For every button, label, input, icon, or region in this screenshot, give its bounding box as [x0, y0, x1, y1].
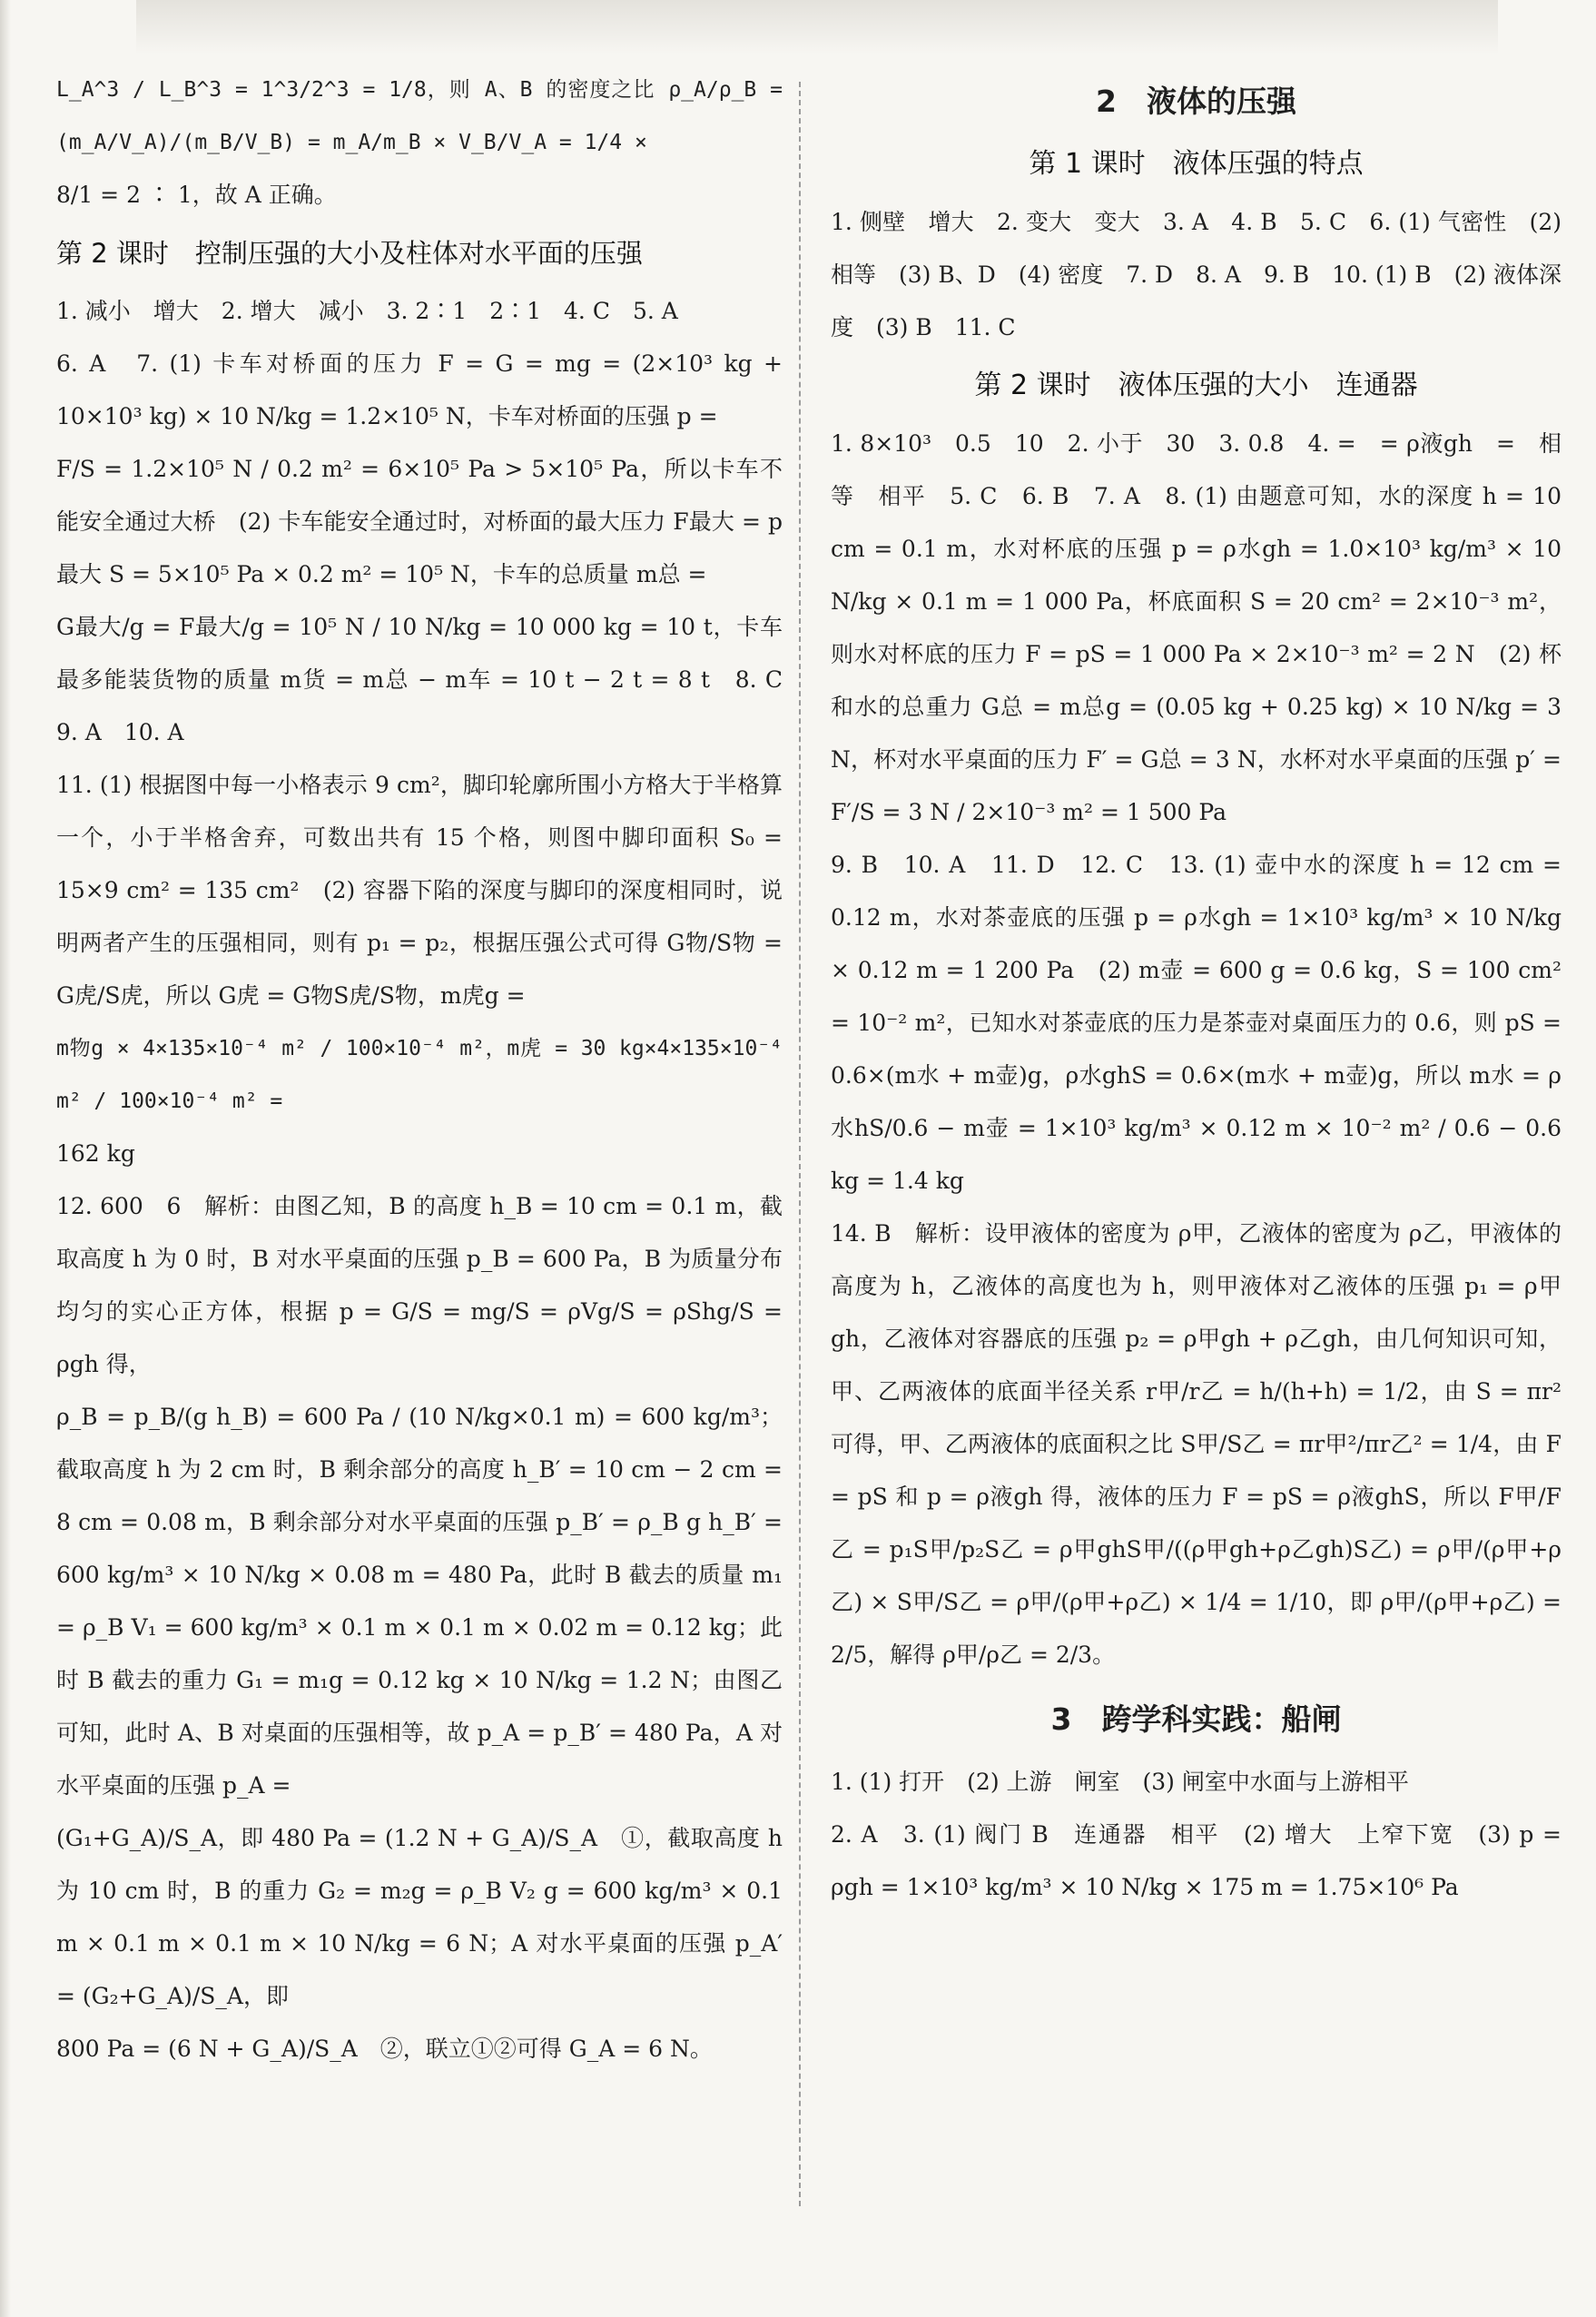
density-ratio-conclusion: 8/1 = 2 ∶ 1，故 A 正确。 [56, 182, 337, 208]
answer-11: 11. (1) 根据图中每一小格表示 9 cm²，脚印轮廓所围小方格大于半格算一个，小于半格舍弃，可数出共有 15 个格，则图中脚印面积 S₀ = 15×9 cm² = 135 cm² (2) 容器下陷的深度与脚印的深度相同时，说明两者产生的压强相同，则有 p₁ = p₂，根据压强公式可得 G物/S物 = G虎/S虎，所以 G虎 = G物S虎/S物，m虎g = [56, 772, 783, 1009]
section-3-answer-1: 1. (1) 打开 (2) 上游 闸室 (3) 闸室中水面与上游相平 [831, 1769, 1409, 1795]
answer-12-part-d: 800 Pa = (6 N + G_A)/S_A ②，联立①②可得 G_A = 6 N。 [56, 2036, 713, 2062]
answer-12-part-b: ρ_B = p_B/(g h_B) = 600 Pa / (10 N/kg×0.1 m) = 600 kg/m³；截取高度 h 为 2 cm 时，B 剩余部分的高度 h_B′ = 10 cm − 2 cm = 8 cm = 0.08 m，B 剩余部分对水平桌面的压强 p_B′ = ρ_B g h_B′ = 600 kg/m³ × 10 N/kg × 0.08 m = 480 Pa，此时 B 截去的质量 m₁ = ρ_B V₁ = 600 kg/m³ × 0.1 m × 0.1 m × 0.02 m = 0.12 kg；此时 B 截去的重力 G₁ = m₁g = 0.12 kg × 10 N/kg = 1.2 N；由图乙可知，此时 A、B 对桌面的压强相等，故 p_A = p_B′ = 480 Pa，A 对水平桌面的压强 p_A = [56, 1404, 783, 1799]
page-left-edge-shadow [0, 0, 11, 2317]
answer-7-part-c: G最大/g = F最大/g = 10⁵ N / 10 N/kg = 10 000 kg = 10 t，卡车最多能装货物的质量 m货 = m总 − m车 = 10 t − 2 t = 8 t 8. C 9. A 10. A [56, 614, 806, 745]
lesson-1-answers: 1. 侧壁 增大 2. 变大 变大 3. A 4. B 5. C 6. (1) 气密性 (2) 相等 (3) B、D (4) 密度 7. D 8. A 9. B 10. (1) B (2) 液体深度 (3) B 11. C [831, 209, 1562, 340]
lesson-2-answers-1-8: 1. 8×10³ 0.5 10 2. 小于 30 3. 0.8 4. = = ρ液gh = 相等 相平 5. C 6. B 7. A 8. (1) 由题意可知，水的深度 h = 10 cm = 0.1 m，水对杯底的压强 p = ρ水gh = 1.0×10³ kg/m³ × 10 N/kg × 0.1 m = 1 000 Pa，杯底面积 S = 20 cm² = 2×10⁻³ m²，则水对杯底的压力 F = pS = 1 000 Pa × 2×10⁻³ m² = 2 N (2) 杯和水的总重力 G总 = m总g = (0.05 kg + 0.25 kg) × 10 N/kg = 3 N，杯对水平桌面的压力 F′ = G总 = 3 N，水杯对水平桌面的压强 p′ = F′/S = 3 N / 2×10⁻³ m² = 1 500 Pa [831, 430, 1562, 825]
section-3-title: 3 跨学科实践：船闸 [1050, 1701, 1342, 1737]
answers-1-5: 1. 减小 增大 2. 增大 减小 3. 2∶1 2∶1 4. C 5. A [56, 298, 678, 324]
answer-12-part-c: (G₁+G_A)/S_A，即 480 Pa = (1.2 N + G_A)/S_A ①，截取高度 h 为 10 cm 时，B 的重力 G₂ = m₂g = ρ_B V₂ g = 600 kg/m³ × 0.1 m × 0.1 m × 0.1 m × 10 N/kg = 6 N；A 对水平桌面的压强 p_A′ = (G₂+G_A)/S_A，即 [56, 1825, 783, 2009]
answer-11-result: 162 kg [56, 1140, 135, 1167]
lesson-2-title-connected-vessels: 第 2 课时 液体压强的大小 连通器 [974, 370, 1418, 401]
section-2-title: 2 液体的压强 [1096, 84, 1296, 119]
lesson-2-title-pressure-control: 第 2 课时 控制压强的大小及柱体对水平面的压强 [56, 238, 643, 269]
answer-11-formula: m物g × 4×135×10⁻⁴ m² / 100×10⁻⁴ m²，m虎 = 30 kg×4×135×10⁻⁴ m² / 100×10⁻⁴ m² = [56, 1037, 783, 1113]
lesson-2-answers-9-13: 9. B 10. A 11. D 12. C 13. (1) 壶中水的深度 h = 12 cm = 0.12 m，水对茶壶底的压强 p = ρ水gh = 1×10³ kg/m³ × 10 N/kg × 0.12 m = 1 200 Pa (2) m壶 = 600 g = 0.6 kg，S = 100 cm² = 10⁻² m²，已知水对茶壶底的压力是茶壶对桌面压力的 0.6，则 pS = 0.6×(m水 + m壶)g，ρ水ghS = 0.6×(m水 + m壶)g，所以 m水 = ρ水hS/0.6 − m壶 = 1×10³ kg/m³ × 0.12 m × 10⁻² m² / 0.6 − 0.6 kg = 1.4 kg [831, 852, 1562, 1194]
density-ratio-text: L_A^3 / L_B^3 = 1^3/2^3 = 1/8，则 A、B 的密度之比 ρ_A/ρ_B = (m_A/V_A)/(m_B/V_B) = m_A/m_B × V_B/V_A = 1/4 × [56, 78, 783, 154]
lesson-1-title-liquid-pressure: 第 1 课时 液体压强的特点 [1029, 148, 1364, 180]
column-divider [799, 82, 801, 2206]
answer-7-part-b: F/S = 1.2×10⁵ N / 0.2 m² = 6×10⁵ Pa > 5×10⁵ Pa，所以卡车不能安全通过大桥 (2) 卡车能安全通过时，对桥面的最大压力 F最大 = p最大 S = 5×10⁵ Pa × 0.2 m² = 10⁵ N，卡车的总质量 m总 = [56, 456, 783, 587]
answer-12: 12. 600 6 解析：由图乙知，B 的高度 h_B = 10 cm = 0.1 m，截取高度 h 为 0 时，B 对水平桌面的压强 p_B = 600 Pa，B 为质量分布均匀的实心正方体，根据 p = G/S = mg/S = ρVg/S = ρShg/S = ρgh 得， [56, 1193, 783, 1377]
right-column [831, 64, 1562, 1914]
lesson-2-answer-14: 14. B 解析：设甲液体的密度为 ρ甲，乙液体的密度为 ρ乙，甲液体的高度为 h，乙液体的高度也为 h，则甲液体对乙液体的压强 p₁ = ρ甲 gh，乙液体对容器底的压强 p₂ = ρ甲gh + ρ乙gh，由几何知识可知，甲、乙两液体的底面半径关系 r甲/r乙 = h/(h+h) = 1/2，由 S = πr² 可得，甲、乙两液体的底面积之比 S甲/S乙 = πr甲²/πr乙² = 1/4，由 F = pS 和 p = ρ液gh 得，液体的压力 F = pS = ρ液ghS，所以 F甲/F乙 = p₁S甲/p₂S乙 = ρ甲ghS甲/((ρ甲gh+ρ乙gh)S乙) = ρ甲/(ρ甲+ρ乙) × S甲/S乙 = ρ甲/(ρ甲+ρ乙) × 1/4 = 1/10，即 ρ甲/(ρ甲+ρ乙) = 2/5，解得 ρ甲/ρ乙 = 2/3。 [831, 1220, 1562, 1668]
section-3-answers-2-3: 2. A 3. (1) 阀门 B 连通器 相平 (2) 增大 上窄下宽 (3) p = ρgh = 1×10³ kg/m³ × 10 N/kg × 175 m = 1.75×10⁶ Pa [831, 1821, 1562, 1900]
page-top-shadow [136, 0, 1498, 54]
answer-6-7-part-a: 6. A 7. (1) 卡车对桥面的压力 F = G = mg = (2×10³ kg + 10×10³ kg) × 10 N/kg = 1.2×10⁵ N，卡车对桥面的压强 p = [56, 350, 783, 429]
left-column [56, 64, 806, 2075]
